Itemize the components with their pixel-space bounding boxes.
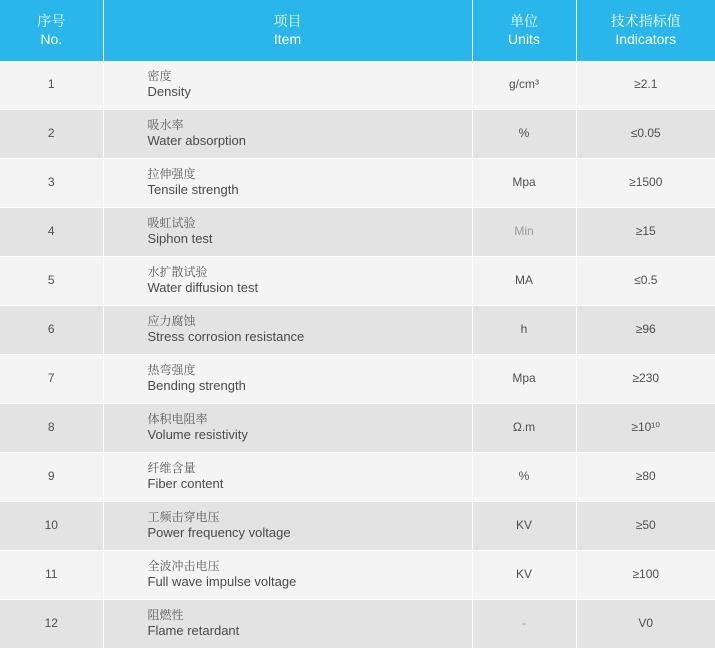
table-row	[0, 551, 715, 600]
row-item-en: Volume resistivity	[147, 427, 248, 443]
row-indicator: V0	[576, 600, 715, 649]
row-item	[103, 110, 472, 159]
row-units: %	[472, 453, 576, 502]
row-number: 7	[0, 355, 103, 404]
row-number: 8	[0, 404, 103, 453]
row-units: Min	[472, 208, 576, 257]
row-units: KV	[472, 551, 576, 600]
row-indicator: ≥1500	[576, 159, 715, 208]
table-row	[0, 502, 715, 551]
table-row	[0, 61, 715, 110]
table-row	[0, 453, 715, 502]
table-row	[0, 208, 715, 257]
row-number: 5	[0, 257, 103, 306]
row-indicator: ≥96	[576, 306, 715, 355]
row-indicator: ≥2.1	[576, 61, 715, 110]
row-item-cn: 工频击穿电压	[147, 509, 220, 524]
row-units: MA	[472, 257, 576, 306]
row-indicator: ≥10¹⁰	[576, 404, 715, 453]
column-header-indicators	[576, 0, 715, 61]
row-indicator: ≥100	[576, 551, 715, 600]
row-item-en: Water absorption	[147, 133, 247, 149]
column-header-units-cn: 单位	[510, 13, 538, 29]
row-item-cn: 纤维含量	[147, 460, 196, 475]
row-item-cn: 水扩散试验	[147, 264, 208, 279]
row-units: Mpa	[472, 355, 576, 404]
row-number: 2	[0, 110, 103, 159]
row-number: 1	[0, 61, 103, 110]
row-units: h	[472, 306, 576, 355]
row-item-en: Water diffusion test	[147, 280, 259, 296]
row-indicator: ≤0.05	[576, 110, 715, 159]
row-item	[103, 61, 472, 110]
row-item-cn: 体积电阻率	[147, 411, 208, 426]
table-row	[0, 306, 715, 355]
row-number: 4	[0, 208, 103, 257]
table-header-row	[0, 0, 715, 61]
column-header-item-en: Item	[273, 30, 302, 47]
row-units: %	[472, 110, 576, 159]
table-header	[0, 0, 715, 61]
row-units: g/cm³	[472, 61, 576, 110]
row-item-cn: 拉伸强度	[147, 166, 196, 181]
row-item-en: Flame retardant	[147, 623, 240, 639]
row-item-en: Siphon test	[147, 231, 213, 247]
row-item-cn: 热弯强度	[147, 362, 196, 377]
row-units: Mpa	[472, 159, 576, 208]
table-row	[0, 110, 715, 159]
row-indicator: ≥80	[576, 453, 715, 502]
column-header-item-cn: 项目	[273, 13, 302, 29]
row-item-en: Bending strength	[147, 378, 246, 394]
row-item	[103, 502, 472, 551]
column-header-units-en: Units	[508, 30, 540, 47]
row-item-cn: 应力腐蚀	[147, 313, 196, 328]
row-number: 10	[0, 502, 103, 551]
row-item	[103, 159, 472, 208]
column-header-indicators-cn: 技术指标值	[610, 13, 681, 29]
row-item-en: Tensile strength	[147, 182, 239, 198]
row-item	[103, 453, 472, 502]
row-item-en: Stress corrosion resistance	[147, 329, 305, 345]
row-indicator: ≥230	[576, 355, 715, 404]
row-item-en: Fiber content	[147, 476, 224, 492]
table-row	[0, 257, 715, 306]
row-units: KV	[472, 502, 576, 551]
row-item-en: Full wave impulse voltage	[147, 574, 297, 590]
row-number: 11	[0, 551, 103, 600]
column-header-item	[103, 0, 472, 61]
column-header-no-cn: 序号	[37, 13, 66, 29]
row-item-en: Power frequency voltage	[147, 525, 291, 541]
row-item	[103, 208, 472, 257]
column-header-units	[472, 0, 576, 61]
row-item-cn: 吸水率	[147, 117, 184, 132]
row-indicator: ≤0.5	[576, 257, 715, 306]
row-item	[103, 355, 472, 404]
table-row	[0, 600, 715, 649]
column-header-no	[0, 0, 103, 61]
row-item	[103, 306, 472, 355]
table-body	[0, 61, 715, 649]
row-number: 12	[0, 600, 103, 649]
table-row	[0, 355, 715, 404]
row-units: Ω.m	[472, 404, 576, 453]
row-number: 3	[0, 159, 103, 208]
row-item-cn: 全波冲击电压	[147, 558, 220, 573]
row-item-cn: 密度	[147, 68, 172, 83]
row-item	[103, 551, 472, 600]
row-item-en: Density	[147, 84, 191, 100]
row-units: -	[472, 600, 576, 649]
row-number: 6	[0, 306, 103, 355]
row-item	[103, 404, 472, 453]
column-header-no-en: No.	[40, 30, 63, 47]
row-item	[103, 600, 472, 649]
table-row	[0, 404, 715, 453]
row-indicator: ≥50	[576, 502, 715, 551]
row-indicator: ≥15	[576, 208, 715, 257]
column-header-indicators-en: Indicators	[615, 30, 677, 47]
row-item	[103, 257, 472, 306]
row-item-cn: 阻燃性	[147, 607, 184, 622]
row-number: 9	[0, 453, 103, 502]
row-item-cn: 吸虹试验	[147, 215, 196, 230]
table-row	[0, 159, 715, 208]
